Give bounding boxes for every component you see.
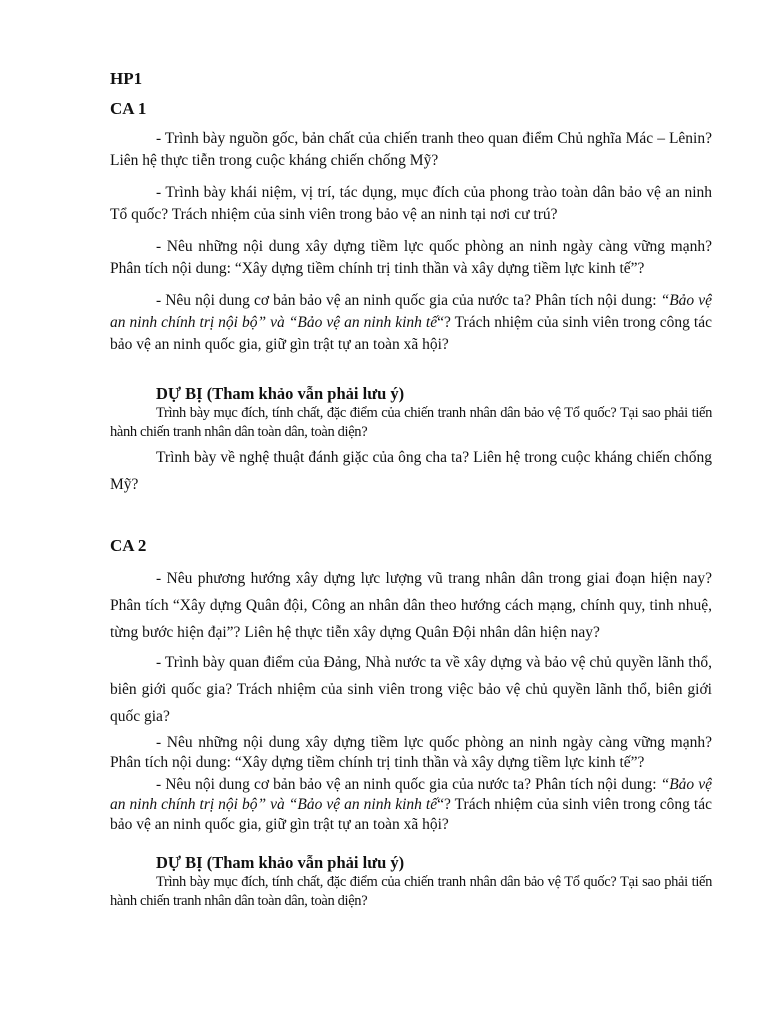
section-gap — [110, 501, 712, 535]
ca2-question-4-text-a: - Nêu nội dung cơ bản bảo vệ an ninh quốc gia của nước ta? Phân tích nội dung: — [156, 776, 661, 793]
ca1-question-4-text-b: “? Trách nhiệm của sinh viên trong công tác bảo vệ an ninh quốc gia, giữ gìn trật tự an toàn xã hội? — [110, 314, 712, 353]
ca2-reserve-question-1: Trình bày mục đích, tính chất, đặc điểm của chiến tranh nhân dân bảo vệ Tổ quốc? Tại sao phải tiến hành chiến tranh nhân dân toàn dân, toàn diện? — [110, 874, 712, 909]
ca1-question-3: - Nêu những nội dung xây dựng tiềm lực quốc phòng an ninh ngày càng vững mạnh? Phân tích nội dung: “Xây dựng tiềm chính trị tinh thần và xây dựng tiềm lực kinh tế”? — [110, 238, 712, 277]
ca1-reserve-question-2: Trình bày về nghệ thuật đánh giặc của ông cha ta? Liên hệ trong cuộc kháng chiến chống Mỹ? — [110, 449, 712, 493]
ca1-question-1: - Trình bày nguồn gốc, bản chất của chiến tranh theo quan điểm Chủ nghĩa Mác – Lênin? Liên hệ thực tiễn trong cuộc kháng chiến chống Mỹ? — [110, 130, 712, 169]
ca1-title: CA 1 — [110, 99, 147, 118]
ca1-question-2: - Trình bày khái niệm, vị trí, tác dụng, mục đích của phong trào toàn dân bảo vệ an ninh Tổ quốc? Trách nhiệm của sinh viên trong bảo vệ an ninh tại nơi cư trú? — [110, 184, 712, 223]
ca1-reserve-title: DỰ BỊ (Tham khảo vẫn phải lưu ý) — [156, 384, 405, 403]
ca1-question-4-italic: “Bảo vệ an ninh chính trị nội bộ” và “Bảo vệ an ninh kinh tế — [110, 292, 712, 331]
ca1-question-4-text-a: - Nêu nội dung cơ bản bảo vệ an ninh quốc gia của nước ta? Phân tích nội dung: — [156, 292, 661, 309]
hp-title: HP1 — [110, 69, 143, 88]
ca2-question-4-italic: “Bảo vệ an ninh chính trị nội bộ” và “Bảo vệ an ninh kinh tế — [110, 776, 712, 813]
ca2-title: CA 2 — [110, 536, 147, 555]
ca2-question-4-text-b: “? Trách nhiệm của sinh viên trong công tác bảo vệ an ninh quốc gia, giữ gìn trật tự an toàn xã hội? — [110, 796, 712, 833]
ca2-question-1: - Nêu phương hướng xây dựng lực lượng vũ trang nhân dân trong giai đoạn hiện nay? Phân tích “Xây dựng Quân đội, Công an nhân dân theo hướng cách mạng, chính quy, tinh nhuệ, từng bước hiện đại”? Liên hệ thực tiễn xây dựng Quân Đội nhân dân hiện nay? — [110, 570, 712, 641]
ca2-question-2: - Trình bày quan điểm của Đảng, Nhà nước ta về xây dựng và bảo vệ chủ quyền lãnh thổ, biên giới quốc gia? Trách nhiệm của sinh viên trong việc bảo vệ chủ quyền lãnh thổ, biên giới quốc gia? — [110, 654, 712, 725]
ca2-question-4 — [110, 775, 712, 835]
ca2-reserve-title: DỰ BỊ (Tham khảo vẫn phải lưu ý) — [156, 853, 405, 872]
ca1-reserve-question-1: Trình bày mục đích, tính chất, đặc điểm của chiến tranh nhân dân bảo vệ Tổ quốc? Tại sao phải tiến hành chiến tranh nhân dân toàn dân, toàn diện? — [110, 405, 712, 440]
ca2-question-3: - Nêu những nội dung xây dựng tiềm lực quốc phòng an ninh ngày càng vững mạnh? Phân tích nội dung: “Xây dựng tiềm chính trị tinh thần và xây dựng tiềm lực kinh tế”? — [110, 734, 712, 771]
document-body — [110, 68, 712, 913]
ca1-question-4 — [110, 290, 712, 356]
